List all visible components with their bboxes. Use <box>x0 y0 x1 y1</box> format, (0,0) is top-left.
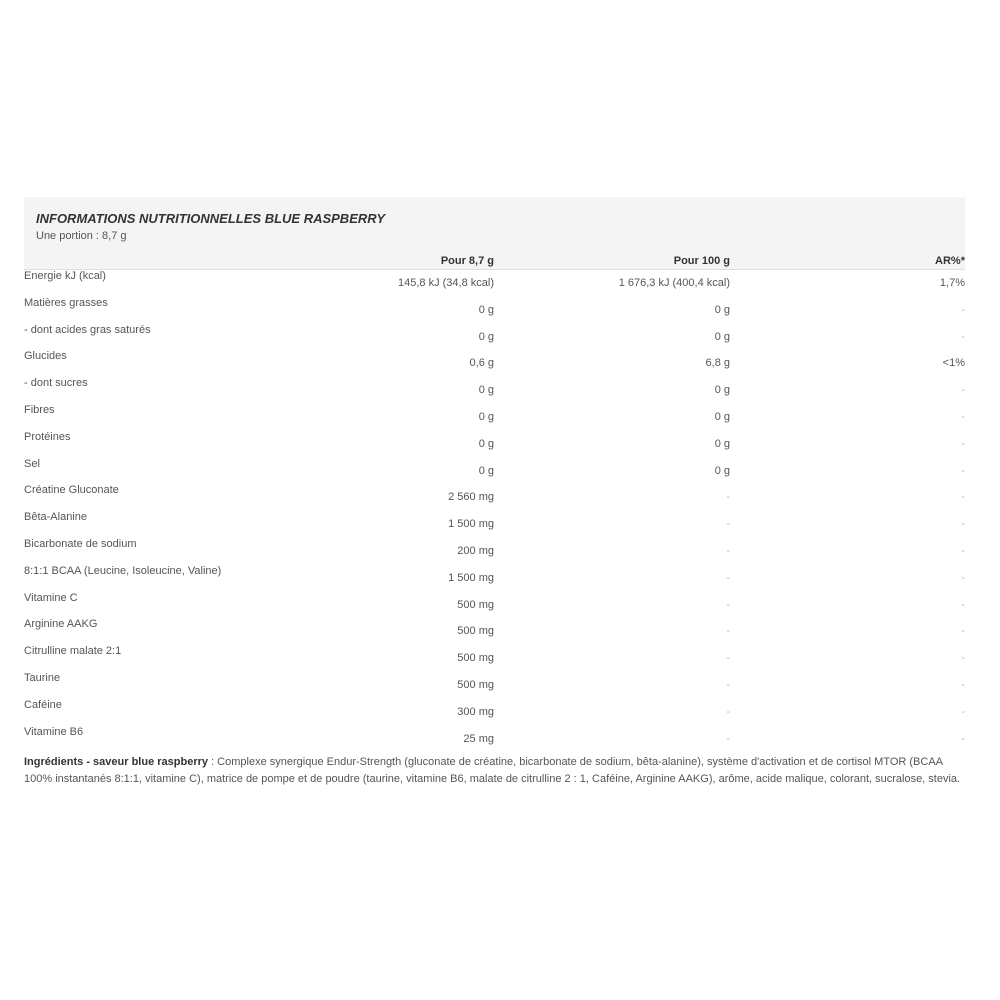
ar-value: - <box>961 464 965 477</box>
ar-value: - <box>961 384 965 397</box>
per-100g-value: 0 g <box>714 437 730 450</box>
per-serving-value: 200 mg <box>457 544 494 557</box>
ar-value: - <box>961 491 965 504</box>
table-row <box>24 536 965 563</box>
ar-value: <1% <box>942 357 965 370</box>
nutrient-label: Glucides <box>24 350 67 363</box>
table-row <box>24 697 965 724</box>
per-100g-value: - <box>726 544 730 557</box>
table-row <box>24 509 965 536</box>
per-100g-value: 6,8 g <box>705 357 730 370</box>
ar-value: 1,7% <box>939 277 965 289</box>
table-row <box>24 724 965 751</box>
table-row <box>24 456 965 483</box>
per-serving-value: 0 g <box>478 410 494 423</box>
per-100g-value: - <box>726 652 730 665</box>
ar-value: - <box>961 437 965 450</box>
nutrition-title: INFORMATIONS NUTRITIONNELLES BLUE RASPBERRY <box>36 211 386 226</box>
ar-value: - <box>961 678 965 691</box>
per-serving-value: 500 mg <box>457 678 494 691</box>
ar-value: - <box>961 303 965 316</box>
per-100g-value: 0 g <box>714 464 730 477</box>
per-serving-value: 300 mg <box>457 705 494 718</box>
table-row <box>24 670 965 697</box>
per-100g-value: 0 g <box>714 303 730 316</box>
nutrient-label: Vitamine B6 <box>24 725 84 738</box>
ingredients-text: : Complexe synergique Endur-Strength (gluconate de créatine, bicarbonate de sodium, bêta-alanine), système d'activation et de cortisol MTOR (BCAA 100% instantanés 8:1:1, vitamine C), matrice de pompe et de poudre (taurine, vitamine B6, malate de citrulline 2 : 1, Caféine, Arginine AAKG), arôme, acide malique, colorant, sucralose, stevia. <box>24 756 961 785</box>
per-serving-value: 500 mg <box>457 598 494 611</box>
per-serving-value: 1 500 mg <box>448 571 494 584</box>
per-serving-value: 1 500 mg <box>448 518 494 531</box>
table-row <box>24 268 965 295</box>
per-serving-value: 0 g <box>478 384 494 397</box>
ar-value: - <box>961 518 965 531</box>
ingredients-paragraph <box>24 754 965 788</box>
per-100g-value: 0 g <box>714 330 730 343</box>
column-header-per-serving: Pour 8,7 g <box>440 255 494 267</box>
portion-size: Une portion : 8,7 g <box>36 230 127 242</box>
nutrient-label: Citrulline malate 2:1 <box>24 645 122 658</box>
ar-value: - <box>961 330 965 343</box>
per-100g-value: - <box>726 491 730 504</box>
nutrient-label: Arginine AAKG <box>24 618 98 631</box>
per-serving-value: 500 mg <box>457 652 494 665</box>
ar-value: - <box>961 652 965 665</box>
nutrient-label: Matières grasses <box>24 296 108 309</box>
ar-value: - <box>961 705 965 718</box>
table-row <box>24 429 965 456</box>
nutrient-label: - dont sucres <box>24 377 88 390</box>
nutrient-label: - dont acides gras saturés <box>24 323 151 336</box>
nutrient-label: Bicarbonate de sodium <box>24 537 137 550</box>
ar-value: - <box>961 571 965 584</box>
nutrient-label: Protéines <box>24 430 71 443</box>
nutrient-label: 8:1:1 BCAA (Leucine, Isoleucine, Valine) <box>24 564 222 577</box>
per-100g-value: 0 g <box>714 410 730 423</box>
per-serving-value: 0 g <box>478 437 494 450</box>
table-row <box>24 348 965 375</box>
ar-value: - <box>961 732 965 745</box>
nutrient-label: Fibres <box>24 403 55 416</box>
table-row <box>24 563 965 590</box>
nutrient-label: Créatine Gluconate <box>24 484 119 497</box>
table-row <box>24 643 965 670</box>
per-100g-value: - <box>726 732 730 745</box>
per-100g-value: - <box>726 705 730 718</box>
per-100g-value: 1 676,3 kJ (400,4 kcal) <box>618 277 730 289</box>
per-serving-value: 500 mg <box>457 625 494 638</box>
per-serving-value: 0,6 g <box>469 357 494 370</box>
table-row <box>24 295 965 322</box>
per-serving-value: 25 mg <box>463 732 494 745</box>
nutrition-panel <box>24 197 965 745</box>
nutrient-label: Vitamine C <box>24 591 78 604</box>
per-serving-value: 0 g <box>478 330 494 343</box>
per-100g-value: - <box>726 598 730 611</box>
per-100g-value: - <box>726 678 730 691</box>
per-100g-value: 0 g <box>714 384 730 397</box>
table-row <box>24 590 965 617</box>
table-row <box>24 402 965 429</box>
per-serving-value: 0 g <box>478 464 494 477</box>
ar-value: - <box>961 544 965 557</box>
table-row <box>24 322 965 349</box>
nutrition-table-body <box>24 268 965 750</box>
table-row <box>24 616 965 643</box>
ar-value: - <box>961 410 965 423</box>
table-row <box>24 482 965 509</box>
nutrient-label: Caféine <box>24 698 62 711</box>
per-serving-value: 0 g <box>478 303 494 316</box>
column-header-ar: AR%* <box>935 255 965 267</box>
ar-value: - <box>961 598 965 611</box>
nutrient-label: Taurine <box>24 671 61 684</box>
nutrient-label: Energie kJ (kcal) <box>24 270 106 282</box>
ingredients-heading: Ingrédients - saveur blue raspberry <box>24 756 209 768</box>
per-100g-value: - <box>726 571 730 584</box>
per-serving-value: 2 560 mg <box>448 491 494 504</box>
table-row <box>24 375 965 402</box>
nutrient-label: Sel <box>24 457 40 470</box>
per-100g-value: - <box>726 625 730 638</box>
per-100g-value: - <box>726 518 730 531</box>
per-serving-value: 145,8 kJ (34,8 kcal) <box>398 277 494 289</box>
nutrient-label: Bêta-Alanine <box>24 511 87 524</box>
ar-value: - <box>961 625 965 638</box>
column-header-per-100g: Pour 100 g <box>673 255 730 267</box>
